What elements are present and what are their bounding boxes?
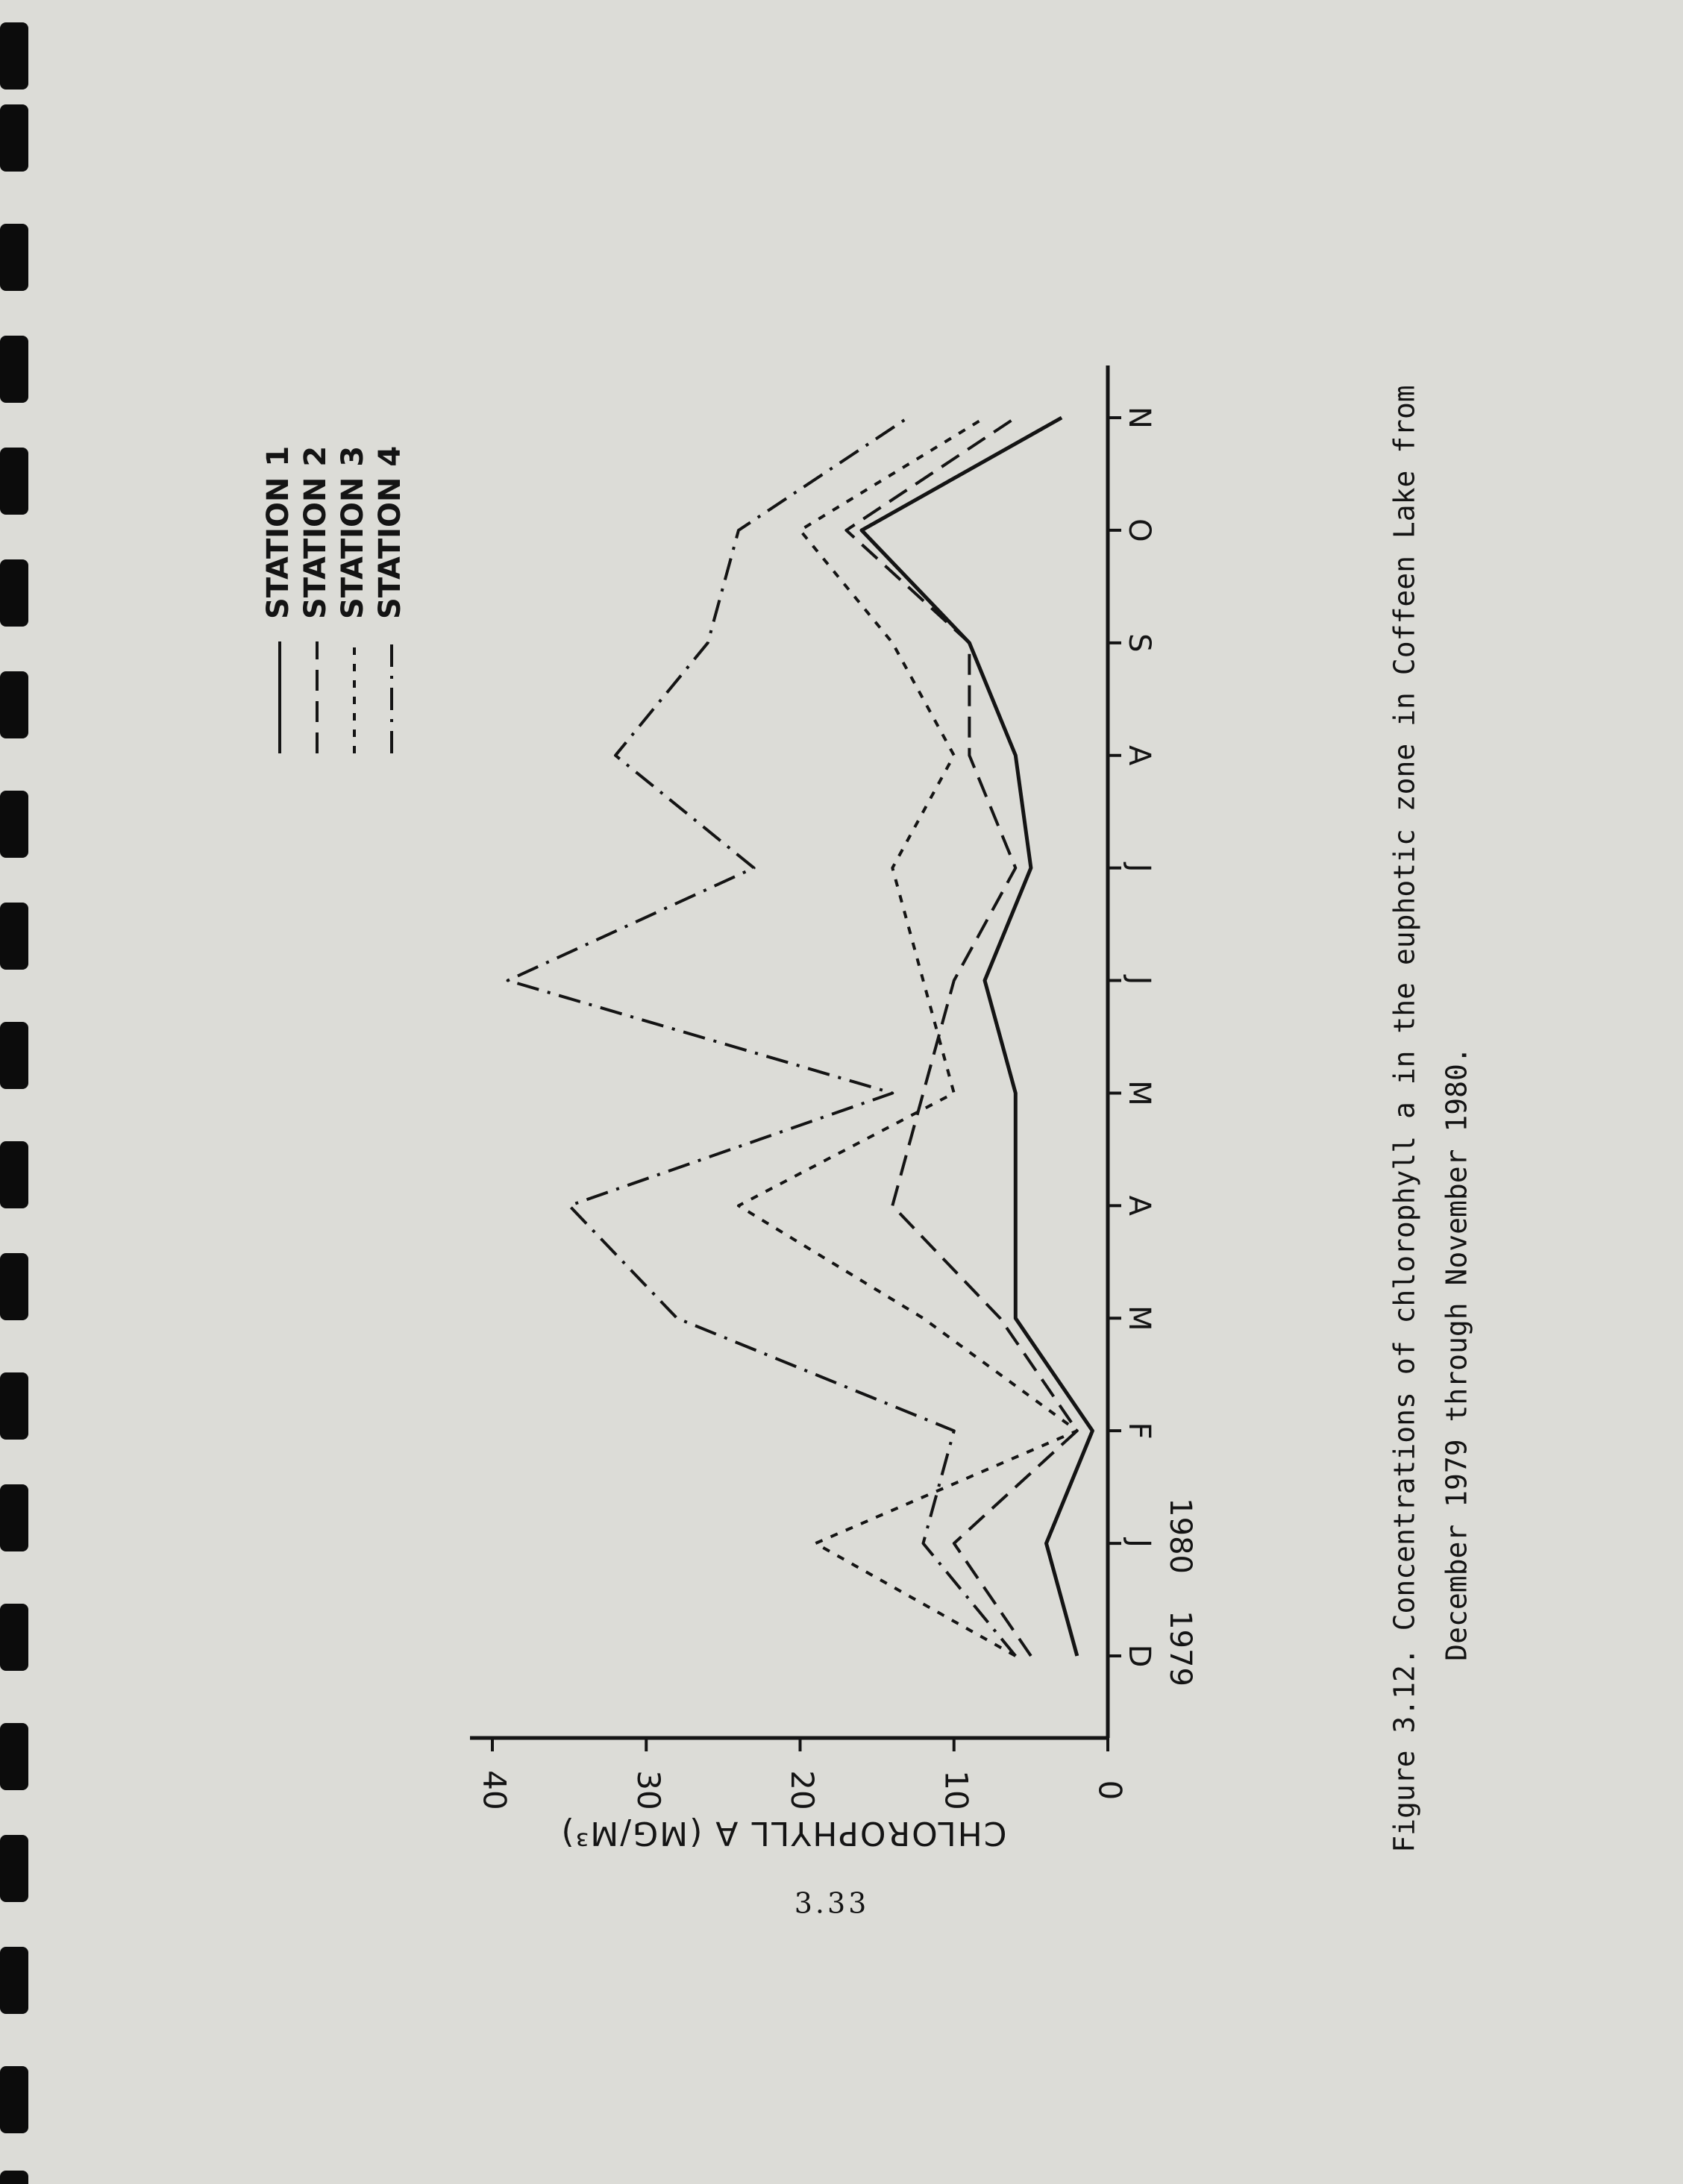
year-label: 1980 [1163, 1498, 1197, 1574]
legend-label-1: STATION 1 [261, 445, 295, 619]
y-tick-label: 20 [784, 1770, 821, 1810]
binding-hole [0, 2171, 28, 2184]
legend-label-4: STATION 4 [373, 445, 407, 619]
binding-hole [0, 448, 28, 515]
x-tick-label: D [1122, 1644, 1156, 1668]
figure-caption-line-1: Figure 3.12. Concentrations of chlorophyll a in the euphotic zone in Coffeen Lake from [1388, 385, 1421, 1853]
x-tick-label: A [1122, 1195, 1156, 1217]
year-label: 1979 [1163, 1610, 1197, 1686]
page-number: 3.33 [794, 1886, 870, 1920]
binding-hole [0, 1484, 28, 1551]
binding-hole [0, 1372, 28, 1440]
binding-hole [0, 22, 28, 90]
binding-hole [0, 104, 28, 172]
x-tick-label: J [1122, 1539, 1156, 1548]
binding-hole [0, 671, 28, 738]
y-axis-label: CHLOROPHYLL A (MG/M³) [560, 1814, 1007, 1852]
y-tick-label: 0 [1091, 1780, 1129, 1801]
binding-hole [0, 1604, 28, 1671]
legend-label-3: STATION 3 [336, 445, 370, 619]
x-tick-label: J [1122, 976, 1156, 985]
x-tick-label: J [1122, 863, 1156, 873]
binding-hole [0, 903, 28, 970]
binding-hole [0, 224, 28, 291]
x-tick-label: O [1122, 518, 1156, 542]
x-tick-label: F [1122, 1422, 1156, 1440]
x-tick-label: M [1122, 1080, 1156, 1106]
binding-hole [0, 1253, 28, 1320]
y-tick-label: 40 [476, 1770, 513, 1810]
binding-hole [0, 2066, 28, 2133]
legend-label-2: STATION 2 [298, 445, 333, 619]
y-tick-label: 30 [630, 1770, 667, 1810]
binding-hole [0, 1141, 28, 1208]
binding-hole [0, 791, 28, 858]
figure-caption-line-2: December 1979 through November 1980. [1440, 1046, 1473, 1661]
x-tick-label: S [1122, 633, 1156, 653]
binding-hole [0, 1835, 28, 1902]
binding-hole [0, 336, 28, 403]
binding-hole [0, 1947, 28, 2014]
binding-hole [0, 559, 28, 627]
y-tick-label: 10 [938, 1770, 975, 1810]
x-tick-label: N [1122, 407, 1156, 429]
binding-hole [0, 1723, 28, 1790]
x-tick-label: A [1122, 745, 1156, 766]
binding-hole [0, 1022, 28, 1089]
x-tick-label: M [1122, 1305, 1156, 1331]
